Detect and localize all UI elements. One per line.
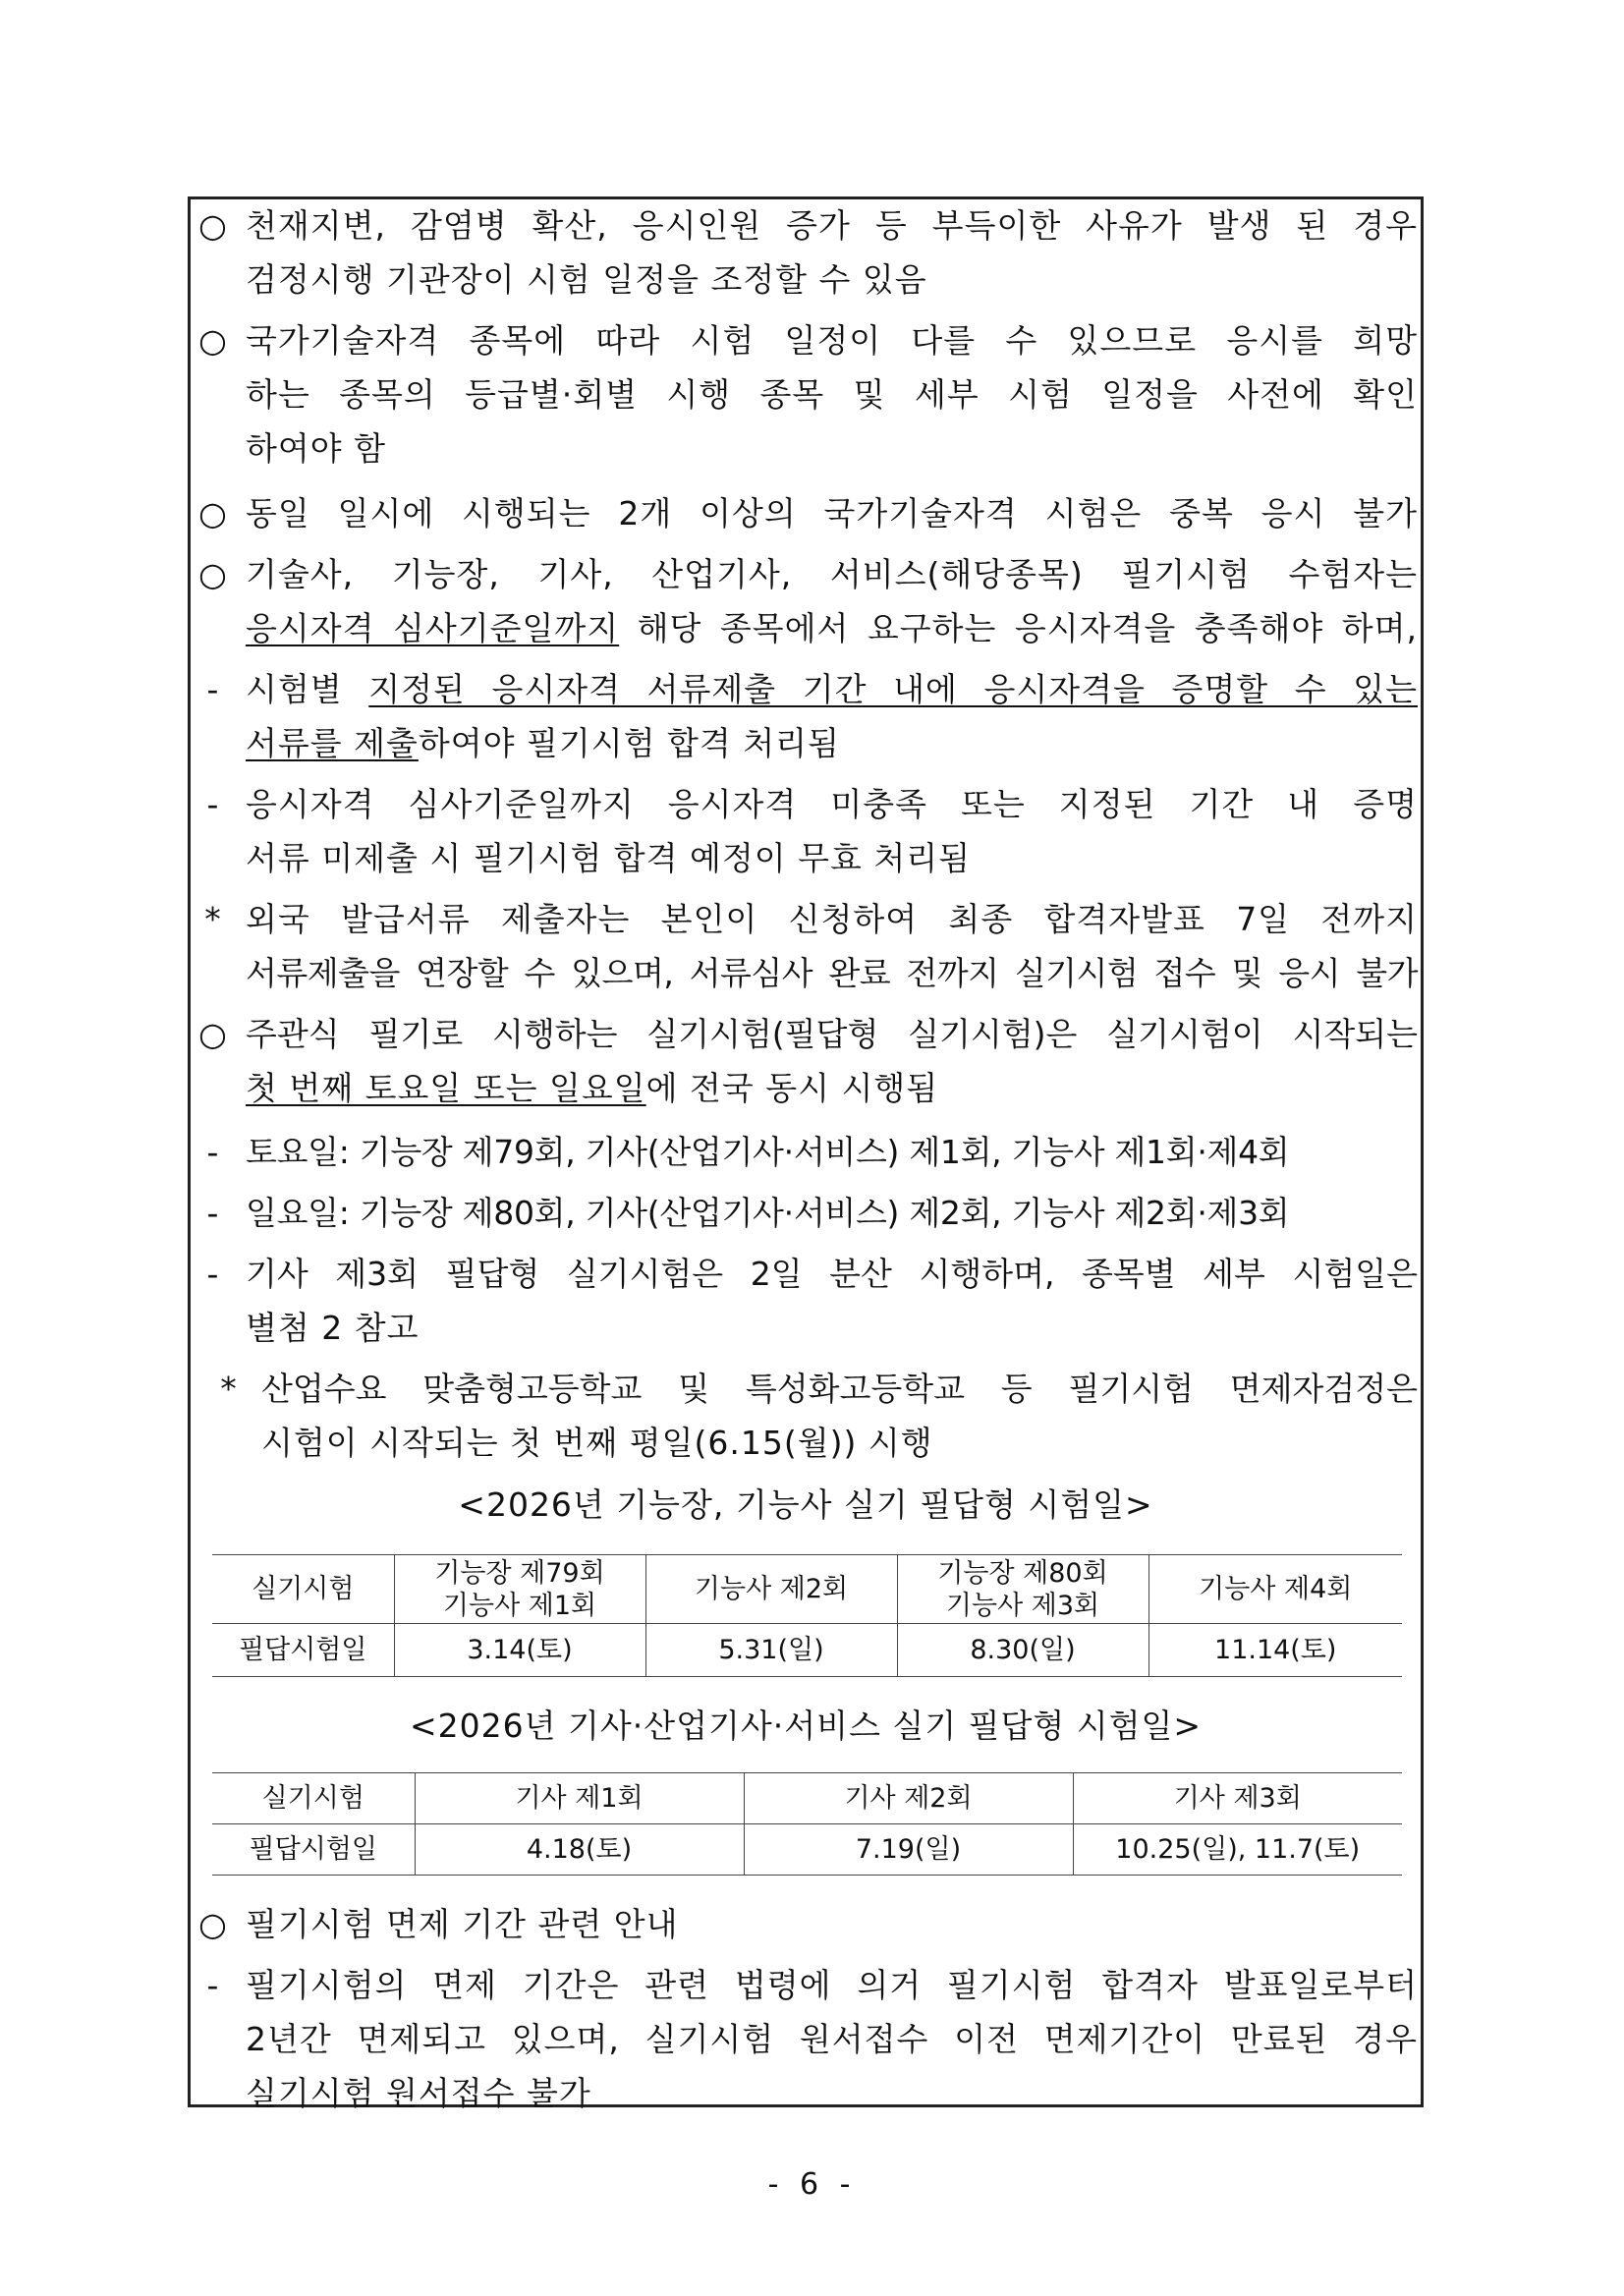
bullet-asterisk: * bbox=[220, 1370, 238, 1408]
table-row bbox=[212, 1624, 1402, 1677]
line-text: 토요일: 기능장 제79회, 기사(산업기사·서비스) 제1회, 기능사 제1회·제4회 bbox=[246, 1133, 1290, 1171]
cell-line: 기능장 제79회 bbox=[434, 1557, 605, 1589]
line-text: 동일 일시에 시행되는 2개 이상의 국가기술자격 시험은 중복 응시 불가 bbox=[246, 494, 1418, 532]
line-text bbox=[246, 1062, 1418, 1115]
bullet-circle: ○ bbox=[198, 1905, 228, 1943]
line-text-rest: 해당 종목에서 요구하는 응시자격을 충족해야 하며, bbox=[619, 609, 1418, 647]
bullet-dash: - bbox=[206, 785, 220, 823]
row-header: 필답시험일 bbox=[212, 1824, 415, 1876]
table-cell: 4.18(토) bbox=[415, 1824, 744, 1876]
table-row bbox=[212, 1773, 1402, 1824]
line-text: 기술사, 기능장, 기사, 산업기사, 서비스(해당종목) 필기시험 수험자는 bbox=[246, 555, 1418, 593]
bullet-circle: ○ bbox=[198, 206, 228, 245]
line-text: 응시자격 심사기준일까지 응시자격 미충족 또는 지정된 기간 내 증명 bbox=[246, 785, 1418, 823]
underlined-text: 서류를 제출 bbox=[246, 724, 419, 762]
table-cell bbox=[394, 1555, 645, 1624]
bullet-dash: - bbox=[206, 1133, 220, 1171]
underlined-text: 응시자격 심사기준일까지 bbox=[246, 609, 620, 647]
bullet-dash: - bbox=[206, 1255, 220, 1293]
underlined-text: 지정된 응시자격 서류제출 기간 내에 응시자격을 증명할 수 있는 bbox=[368, 670, 1418, 708]
cell-line: 기능사 제3회 bbox=[945, 1590, 1100, 1621]
table-cell: 3.14(토) bbox=[394, 1624, 645, 1677]
line-text: 필기시험의 면제 기간은 관련 법령에 의거 필기시험 합격자 발표일로부터 bbox=[246, 1966, 1418, 2004]
line-text bbox=[246, 717, 1418, 770]
table-cell: 기능사 제2회 bbox=[645, 1555, 897, 1624]
line-text: 일요일: 기능장 제80회, 기사(산업기사·서비스) 제2회, 기능사 제2회·제3회 bbox=[246, 1194, 1290, 1232]
line-text: 필기시험 면제 기간 관련 안내 bbox=[246, 1905, 679, 1943]
table-cell: 기능사 제4회 bbox=[1148, 1555, 1402, 1624]
line-text bbox=[246, 602, 1418, 655]
line-text: 검정시행 기관장이 시험 일정을 조정할 수 있음 bbox=[246, 260, 927, 299]
table-cell: 기사 제1회 bbox=[415, 1773, 744, 1824]
line-text: 실기시험 원서접수 불가 bbox=[246, 2074, 591, 2112]
table-craftsman-exam-dates bbox=[212, 1554, 1402, 1677]
line-text: 하여야 함 bbox=[246, 429, 387, 468]
line-text: 별첨 2 참고 bbox=[246, 1309, 420, 1347]
row-header: 실기시험 bbox=[212, 1773, 415, 1824]
line-text: 2년간 면제되고 있으며, 실기시험 원서접수 이전 면제기간이 만료된 경우 bbox=[246, 2020, 1418, 2058]
line-text: 기사 제3회 필답형 실기시험은 2일 분산 시행하며, 종목별 세부 시험일은 bbox=[246, 1255, 1418, 1293]
bullet-dash: - bbox=[206, 1194, 220, 1232]
line-text-pre: 시험별 bbox=[246, 670, 369, 708]
table-cell: 8.30(일) bbox=[897, 1624, 1148, 1677]
table-cell: 11.14(토) bbox=[1148, 1624, 1402, 1677]
line-text: 외국 발급서류 제출자는 본인이 신청하여 최종 합격자발표 7일 전까지 bbox=[246, 900, 1418, 938]
table1-caption: <2026년 기능장, 기능사 실기 필답형 시험일> bbox=[458, 1485, 1153, 1524]
table-cell: 5.31(일) bbox=[645, 1624, 897, 1677]
line-text: 국가기술자격 종목에 따라 시험 일정이 다를 수 있으므로 응시를 희망 bbox=[246, 321, 1418, 360]
table-row bbox=[212, 1824, 1402, 1876]
table-engineer-exam-dates bbox=[212, 1772, 1402, 1876]
table-cell: 10.25(일), 11.7(토) bbox=[1073, 1824, 1402, 1876]
table-row bbox=[212, 1555, 1402, 1624]
bullet-circle: ○ bbox=[198, 555, 228, 593]
line-text: 산업수요 맞춤형고등학교 및 특성화고등학교 등 필기시험 면제자검정은 bbox=[261, 1370, 1418, 1408]
bullet-circle: ○ bbox=[198, 494, 228, 532]
cell-line: 기능장 제80회 bbox=[937, 1557, 1108, 1589]
table2-caption: <2026년 기사·산업기사·서비스 실기 필답형 시험일> bbox=[409, 1707, 1203, 1745]
line-text: 서류제출을 연장할 수 있으며, 서류심사 완료 전까지 실기시험 접수 및 응시 불가 bbox=[246, 954, 1418, 992]
table-cell bbox=[897, 1555, 1148, 1624]
cell-line: 기능사 제1회 bbox=[442, 1590, 597, 1621]
bullet-dash: - bbox=[206, 1966, 220, 2004]
line-text bbox=[246, 663, 1418, 716]
line-text: 서류 미제출 시 필기시험 합격 예정이 무효 처리됨 bbox=[246, 839, 971, 877]
line-text-rest: 하여야 필기시험 합격 처리됨 bbox=[418, 724, 840, 762]
row-header: 필답시험일 bbox=[212, 1624, 394, 1677]
line-text: 하는 종목의 등급별·회별 시행 종목 및 세부 시험 일정을 사전에 확인 bbox=[246, 375, 1418, 414]
line-text: 천재지변, 감염병 확산, 응시인원 증가 등 부득이한 사유가 발생 된 경우 bbox=[246, 206, 1418, 245]
table-cell: 기사 제2회 bbox=[744, 1773, 1073, 1824]
table-cell: 기사 제3회 bbox=[1073, 1773, 1402, 1824]
line-text-rest: 에 전국 동시 시행됨 bbox=[645, 1069, 939, 1107]
page-number: - 6 - bbox=[767, 2167, 857, 2202]
bullet-circle: ○ bbox=[198, 321, 228, 360]
bullet-dash: - bbox=[206, 670, 220, 708]
line-text: 시험이 시작되는 첫 번째 평일(6.15(월)) 시행 bbox=[261, 1424, 933, 1462]
line-text: 주관식 필기로 시행하는 실기시험(필답형 실기시험)은 실기시험이 시작되는 bbox=[246, 1015, 1418, 1053]
table-cell: 7.19(일) bbox=[744, 1824, 1073, 1876]
bullet-asterisk: * bbox=[204, 900, 222, 938]
bullet-circle: ○ bbox=[198, 1015, 228, 1053]
row-header: 실기시험 bbox=[212, 1555, 394, 1624]
underlined-text: 첫 번째 토요일 또는 일요일 bbox=[246, 1069, 646, 1107]
